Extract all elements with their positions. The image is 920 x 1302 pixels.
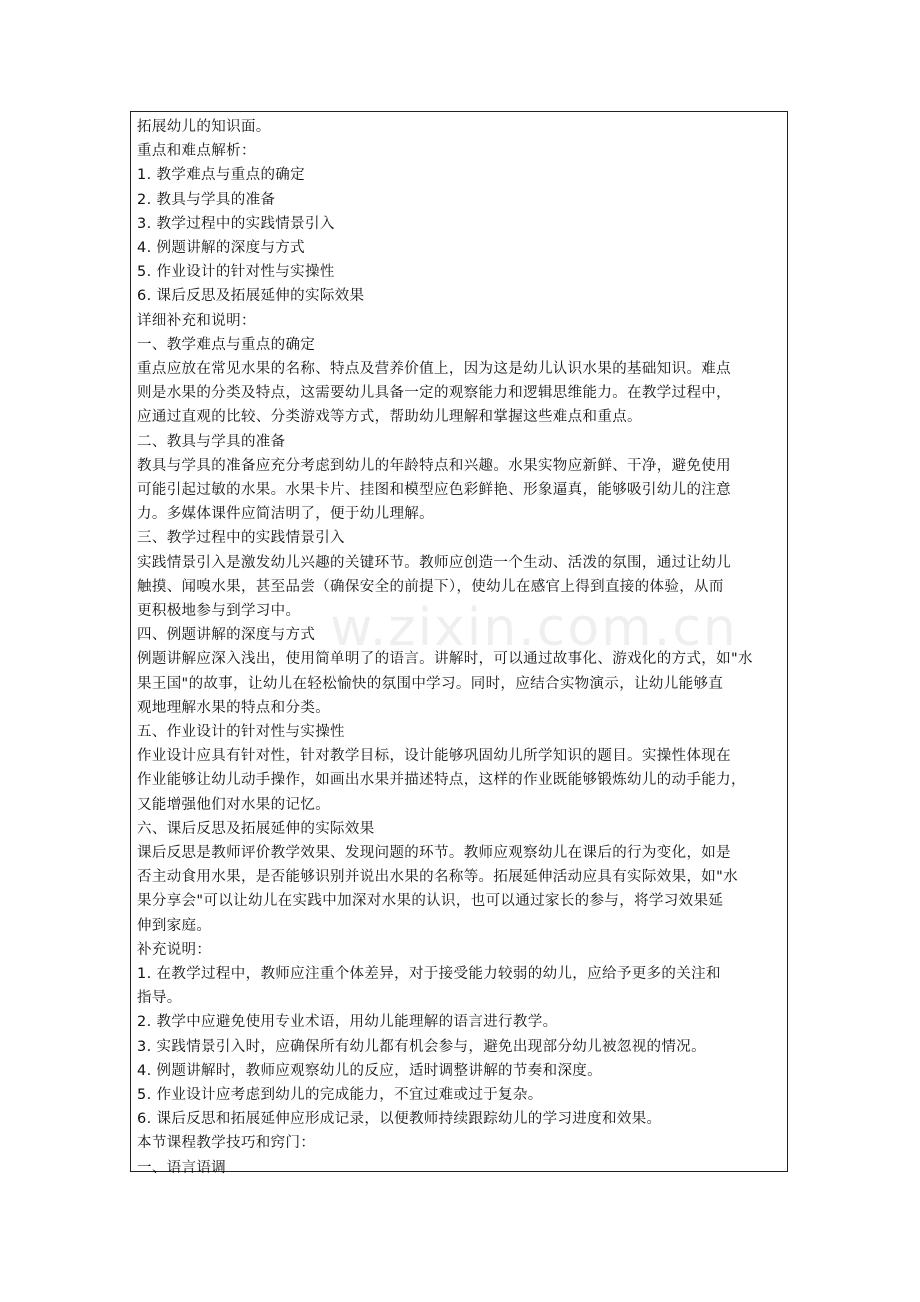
- text-line: 补充说明：: [137, 941, 212, 958]
- text-line: 三、教学过程中的实践情景引入: [137, 530, 345, 547]
- text-line: 则是水果的分类及特点，这需要幼儿具备一定的观察能力和逻辑思维能力。在教学过程中，: [137, 385, 731, 402]
- text-line: 力。多媒体课件应简洁明了，便于幼儿理解。: [137, 506, 434, 523]
- text-line: 1. 在教学过程中，教师应注重个体差异，对于接受能力较弱的幼儿，应给予更多的关注和: [137, 966, 721, 982]
- text-line: 3. 实践情景引入时，应确保所有幼儿都有机会参与，避免出现部分幼儿被忽视的情况。: [137, 1038, 706, 1055]
- text-line: 重点和难点解析：: [137, 143, 256, 160]
- text-line: 5. 作业设计应考虑到幼儿的完成能力，不宜过难或过于复杂。: [137, 1087, 543, 1103]
- text-line: 4. 例题讲解时，教师应观察幼儿的反应，适时调整讲解的节奏和深度。: [137, 1062, 602, 1079]
- text-line: 果分享会"可以让幼儿在实践中加深对水果的认识，也可以通过家长的参与，将学习效果延: [137, 893, 724, 910]
- text-line: 一、语言语调: [137, 1159, 227, 1176]
- text-line: 教具与学具的准备应充分考虑到幼儿的年龄特点和兴趣。水果实物应新鲜、干净，避免使用: [137, 457, 731, 474]
- text-line: 2. 教学中应避免使用专业术语，用幼儿能理解的语言进行教学。: [137, 1014, 558, 1031]
- text-line: 果王国"的故事，让幼儿在轻松愉快的氛围中学习。同时，应结合实物演示，让幼儿能够直: [137, 675, 724, 692]
- text-line: 观地理解水果的特点和分类。: [137, 699, 331, 716]
- text-line: 1. 教学难点与重点的确定: [137, 167, 305, 184]
- text-line: 伸到家庭。: [137, 917, 212, 934]
- text-line: 应通过直观的比较、分类游戏等方式，帮助幼儿理解和掌握这些难点和重点。: [137, 409, 642, 426]
- text-line: 可能引起过敏的水果。水果卡片、挂图和模型应色彩鲜艳、形象逼真，能够吸引幼儿的注意: [137, 482, 731, 498]
- text-line: 又能增强他们对水果的记忆。: [137, 796, 331, 813]
- text-line: 4. 例题讲解的深度与方式: [137, 240, 305, 256]
- text-line: 6. 课后反思和拓展延伸应形成记录，以便教师持续跟踪幼儿的学习进度和效果。: [137, 1111, 662, 1128]
- text-line: 更积极地参与到学习中。: [137, 603, 301, 619]
- text-line: 实践情景引入是激发幼儿兴趣的关键环节。教师应创造一个生动、活泼的氛围，通过让幼儿: [137, 554, 731, 571]
- text-line: 课后反思是教师评价教学效果、发现问题的环节。教师应观察幼儿在课后的行为变化，如是: [137, 845, 731, 861]
- text-line: 六、课后反思及拓展延伸的实际效果: [137, 820, 375, 837]
- text-line: 重点应放在常见水果的名称、特点及营养价值上，因为这是幼儿认识水果的基础知识。难点: [137, 361, 731, 377]
- text-line: 作业能够让幼儿动手操作，如画出水果并描述特点，这样的作业既能够锻炼幼儿的动手能力，: [137, 772, 746, 789]
- text-line: 指导。: [137, 990, 182, 1007]
- text-line: 拓展幼儿的知识面。: [137, 119, 271, 135]
- text-line: 5. 作业设计的针对性与实操性: [137, 264, 335, 281]
- text-line: 3. 教学过程中的实践情景引入: [137, 215, 335, 232]
- text-line: 触摸、闻嗅水果，甚至品尝（确保安全的前提下），使幼儿在感官上得到直接的体验，从而: [137, 578, 724, 595]
- text-line: 详细补充和说明：: [137, 312, 256, 329]
- text-line: 本节课程教学技巧和窍门：: [137, 1135, 316, 1152]
- text-line: 四、例题讲解的深度与方式: [137, 627, 316, 644]
- text-line: 例题讲解应深入浅出，使用简单明了的语言。讲解时，可以通过故事化、游戏化的方式，如"水: [137, 651, 753, 668]
- text-line: 五、作业设计的针对性与实操性: [137, 724, 345, 740]
- text-line: 2. 教具与学具的准备: [137, 191, 276, 208]
- text-line: 作业设计应具有针对性，针对教学目标，设计能够巩固幼儿所学知识的题目。实操性体现在: [137, 748, 731, 765]
- text-line: 一、教学难点与重点的确定: [137, 336, 316, 353]
- text-line: 否主动食用水果，是否能够识别并说出水果的名称等。拓展延伸活动应具有实际效果，如"水: [137, 869, 739, 886]
- text-line: 二、教具与学具的准备: [137, 433, 286, 450]
- text-line: 6. 课后反思及拓展延伸的实际效果: [137, 288, 365, 305]
- watermark: w.zixin.com.cn: [330, 598, 738, 658]
